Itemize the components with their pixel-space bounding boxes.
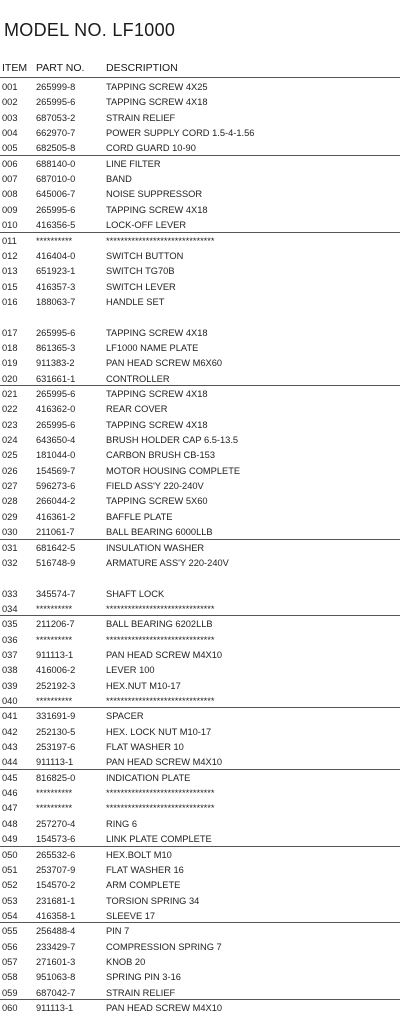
table-row: [0, 939, 400, 955]
part-description: ******************************: [106, 803, 215, 814]
part-number: 416404-0: [36, 250, 76, 261]
header-divider: [0, 77, 400, 78]
item-number: 024: [2, 435, 18, 446]
item-number: 027: [2, 481, 18, 492]
part-description: SLEEVE 17: [106, 910, 156, 921]
part-description: LEVER 100: [106, 665, 155, 676]
part-number: 265999-8: [36, 82, 76, 92]
item-number: 034: [2, 603, 18, 614]
item-number: 044: [2, 757, 18, 768]
table-row: [0, 325, 400, 341]
part-number: 188063-7: [36, 296, 76, 307]
part-number: 596273-6: [36, 481, 76, 492]
item-number: 009: [2, 204, 18, 215]
item-number: 013: [2, 266, 18, 277]
part-number: **********: [36, 634, 73, 645]
part-description: TAPPING SCREW 4X18: [106, 327, 208, 338]
item-number: 059: [2, 987, 18, 998]
item-number: 042: [2, 726, 18, 737]
part-description: BALL BEARING 6202LLB: [106, 619, 213, 630]
table-row: [0, 463, 400, 479]
item-number: 017: [2, 327, 18, 338]
table-row: [0, 847, 400, 863]
header-description: DESCRIPTION: [106, 62, 178, 74]
table-row: [0, 785, 400, 801]
part-description: ******************************: [106, 235, 215, 246]
part-number: 265995-6: [36, 419, 76, 430]
table-row: [0, 386, 400, 402]
part-description: SPACER: [106, 711, 144, 722]
item-number: 002: [2, 97, 18, 108]
part-description: FIELD ASS'Y 220-240V: [106, 481, 204, 492]
part-number: 911113-1: [36, 649, 74, 660]
header-part-no: PART NO.: [36, 62, 85, 74]
item-number: 052: [2, 880, 18, 891]
part-description: INSULATION WASHER: [106, 542, 205, 553]
table-row: [0, 800, 400, 816]
part-description: RING 6: [106, 818, 137, 829]
part-description: CARBON BRUSH CB-153: [106, 450, 216, 461]
part-number: 416362-0: [36, 404, 76, 415]
item-number: 033: [2, 588, 18, 599]
table-row: [0, 893, 400, 909]
part-number: 265995-6: [36, 327, 76, 338]
table-row: [0, 263, 400, 279]
table-row: [0, 770, 400, 786]
part-description: TAPPING SCREW 4X18: [106, 419, 208, 430]
item-number: 026: [2, 465, 18, 476]
part-number: 271601-3: [36, 956, 76, 967]
part-description: TAPPING SCREW 4X18: [106, 204, 208, 215]
part-description: BRUSH HOLDER CAP 6.5-13.5: [106, 435, 239, 446]
part-description: LINK PLATE COMPLETE: [106, 834, 212, 845]
part-description: BALL BEARING 6000LLB: [106, 527, 213, 538]
part-number: 253707-9: [36, 864, 76, 875]
part-number: 645006-7: [36, 189, 76, 200]
item-number: 050: [2, 849, 18, 860]
table-row: [0, 79, 400, 95]
item-number: 045: [2, 772, 18, 783]
part-number: 516748-9: [36, 557, 76, 568]
table-row: [0, 555, 400, 571]
table-row: [0, 432, 400, 448]
part-number: 681642-5: [36, 542, 76, 553]
part-description: SWITCH TG70B: [106, 266, 175, 277]
part-description: HEX.BOLT M10: [106, 849, 172, 860]
item-number: 047: [2, 803, 18, 814]
part-description: KNOB 20: [106, 956, 146, 967]
item-number: 018: [2, 342, 18, 353]
item-number: 030: [2, 527, 18, 538]
table-row: [0, 233, 400, 249]
table-row: [0, 110, 400, 126]
item-number: 005: [2, 143, 18, 154]
part-number: 345574-7: [36, 588, 76, 599]
part-number: 687010-0: [36, 174, 76, 185]
part-description: LF1000 NAME PLATE: [106, 342, 199, 353]
part-number: 253197-6: [36, 742, 76, 753]
item-number: 043: [2, 742, 18, 753]
table-row: [0, 447, 400, 463]
table-row: [0, 125, 400, 141]
part-number: **********: [36, 696, 73, 706]
part-description: LINE FILTER: [106, 158, 161, 169]
table-row: [0, 94, 400, 110]
part-description: CONTROLLER: [106, 373, 170, 384]
part-description: TAPPING SCREW 4X18: [106, 389, 208, 399]
part-description: INDICATION PLATE: [106, 772, 191, 783]
part-number: 416006-2: [36, 665, 76, 676]
part-description: HEX.NUT M10-17: [106, 680, 181, 691]
item-number: 055: [2, 926, 18, 937]
table-row: [0, 923, 400, 939]
part-description: PAN HEAD SCREW M6X60: [106, 358, 223, 369]
item-number: 025: [2, 450, 18, 461]
part-description: HANDLE SET: [106, 296, 165, 307]
table-row: [0, 171, 400, 187]
part-number: 861365-3: [36, 342, 76, 353]
item-number: 058: [2, 972, 18, 983]
item-number: 049: [2, 834, 18, 845]
item-number: 020: [2, 373, 18, 384]
part-number: 331691-9: [36, 711, 76, 722]
item-number: 001: [2, 82, 18, 92]
item-number: 031: [2, 542, 18, 553]
item-number: 006: [2, 158, 18, 169]
item-number: 019: [2, 358, 18, 369]
table-row: [0, 1000, 400, 1016]
item-number: 046: [2, 788, 18, 799]
part-description: ARMATURE ASS'Y 220-240V: [106, 557, 229, 568]
part-description: LOCK-OFF LEVER: [106, 220, 187, 231]
item-number: 038: [2, 665, 18, 676]
part-description: BAND: [106, 174, 132, 185]
header-item: ITEM: [2, 62, 28, 74]
item-number: 021: [2, 389, 18, 399]
part-number: 688140-0: [36, 158, 76, 169]
part-description: REAR COVER: [106, 404, 168, 415]
item-number: 012: [2, 250, 18, 261]
part-number: 416357-3: [36, 281, 76, 292]
item-number: 053: [2, 895, 18, 906]
table-row: [0, 248, 400, 264]
part-description: PAN HEAD SCREW M4X10: [106, 649, 223, 660]
part-number: 416356-5: [36, 220, 76, 231]
part-number: 265532-6: [36, 849, 76, 860]
table-row: [0, 632, 400, 648]
item-number: 004: [2, 128, 18, 139]
part-description: BAFFLE PLATE: [106, 511, 173, 522]
table-row: [0, 540, 400, 556]
table-row: [0, 417, 400, 433]
item-number: 011: [2, 235, 17, 246]
part-number: 265995-6: [36, 204, 76, 215]
item-number: 048: [2, 818, 18, 829]
table-row: [0, 340, 400, 356]
table-row: [0, 816, 400, 832]
item-number: 040: [2, 696, 18, 706]
item-number: 008: [2, 189, 18, 200]
part-description: TAPPING SCREW 5X60: [106, 496, 208, 507]
part-number: 233429-7: [36, 941, 76, 952]
item-number: 060: [2, 1003, 18, 1013]
part-description: COMPRESSION SPRING 7: [106, 941, 222, 952]
table-row: [0, 509, 400, 525]
table-row: [0, 877, 400, 893]
table-row: [0, 156, 400, 172]
page-title: MODEL NO. LF1000: [4, 20, 176, 40]
part-number: 631661-1: [36, 373, 76, 384]
item-number: 035: [2, 619, 18, 630]
part-number: 154570-2: [36, 880, 76, 891]
item-number: 057: [2, 956, 18, 967]
item-number: 041: [2, 711, 18, 722]
part-number: **********: [36, 788, 73, 799]
item-number: 028: [2, 496, 18, 507]
item-number: 054: [2, 910, 18, 921]
part-number: 651923-1: [36, 266, 76, 277]
part-number: 252192-3: [36, 680, 76, 691]
part-number: 257270-4: [36, 818, 76, 829]
table-row: [0, 724, 400, 740]
item-number: 039: [2, 680, 18, 691]
table-row: [0, 401, 400, 417]
item-number: 010: [2, 220, 18, 231]
part-number: **********: [36, 603, 73, 614]
part-number: 266044-2: [36, 496, 76, 507]
part-number: 256488-4: [36, 926, 76, 937]
table-row: [0, 862, 400, 878]
item-number: 029: [2, 511, 18, 522]
item-number: 022: [2, 404, 18, 415]
part-number: 911383-2: [36, 358, 75, 369]
part-description: STRAIN RELIEF: [106, 987, 176, 998]
table-row: [0, 662, 400, 678]
part-number: 687053-2: [36, 112, 76, 123]
part-description: PAN HEAD SCREW M4X10: [106, 1003, 223, 1013]
part-description: SPRING PIN 3-16: [106, 972, 181, 983]
part-number: 154573-6: [36, 834, 76, 845]
table-row: [0, 478, 400, 494]
item-number: 007: [2, 174, 18, 185]
part-number: 252130-5: [36, 726, 76, 737]
item-number: 032: [2, 557, 18, 568]
part-description: TAPPING SCREW 4X18: [106, 97, 208, 108]
part-number: 682505-8: [36, 143, 76, 154]
part-number: 211206-7: [36, 619, 75, 630]
part-description: ******************************: [106, 603, 215, 614]
item-number: 015: [2, 281, 18, 292]
part-description: NOISE SUPPRESSOR: [106, 189, 203, 200]
part-description: HEX. LOCK NUT M10-17: [106, 726, 212, 737]
part-number: 265995-6: [36, 389, 76, 399]
part-description: ******************************: [106, 788, 215, 799]
table-row: [0, 969, 400, 985]
part-number: 911113-1: [36, 757, 74, 768]
part-description: SHAFT LOCK: [106, 588, 165, 599]
part-description: FLAT WASHER 16: [106, 864, 184, 875]
part-description: ******************************: [106, 696, 215, 706]
item-number: 003: [2, 112, 18, 123]
item-number: 051: [2, 864, 18, 875]
table-row: [0, 493, 400, 509]
table-header: [0, 62, 400, 78]
table-row: [0, 647, 400, 663]
part-number: 687042-7: [36, 987, 76, 998]
part-description: TORSION SPRING 34: [106, 895, 200, 906]
table-row: [0, 186, 400, 202]
part-description: TAPPING SCREW 4X25: [106, 82, 208, 92]
table-row: [0, 355, 400, 371]
item-number: 037: [2, 649, 18, 660]
table-row: [0, 678, 400, 694]
part-description: FLAT WASHER 10: [106, 742, 184, 753]
part-number: 154569-7: [36, 465, 76, 476]
part-number: 911113-1: [36, 1003, 74, 1013]
table-row: [0, 954, 400, 970]
item-number: 016: [2, 296, 18, 307]
table-row: [0, 586, 400, 602]
part-description: POWER SUPPLY CORD 1.5-4-1.56: [106, 128, 255, 139]
part-number: 181044-0: [36, 450, 76, 461]
part-description: ******************************: [106, 634, 215, 645]
table-row: [0, 294, 400, 310]
part-number: **********: [36, 803, 73, 814]
part-description: SWITCH LEVER: [106, 281, 176, 292]
part-number: 265995-6: [36, 97, 76, 108]
part-description: CORD GUARD 10-90: [106, 143, 196, 154]
table-row: [0, 616, 400, 632]
item-number: 036: [2, 634, 18, 645]
part-description: PAN HEAD SCREW M4X10: [106, 757, 223, 768]
table-row: [0, 279, 400, 295]
part-description: PIN 7: [106, 926, 130, 937]
part-number: 231681-1: [36, 895, 76, 906]
part-description: ARM COMPLETE: [106, 880, 181, 891]
part-number: 816825-0: [36, 772, 76, 783]
table-row: [0, 708, 400, 724]
part-number: 643650-4: [36, 435, 76, 446]
part-number: 662970-7: [36, 128, 76, 139]
part-number: 416361-2: [36, 511, 76, 522]
item-number: 056: [2, 941, 18, 952]
part-number: **********: [36, 235, 73, 246]
table-row: [0, 202, 400, 218]
part-description: STRAIN RELIEF: [106, 112, 176, 123]
table-row: [0, 739, 400, 755]
part-description: SWITCH BUTTON: [106, 250, 184, 261]
part-description: MOTOR HOUSING COMPLETE: [106, 465, 241, 476]
part-number: 211061-7: [36, 527, 75, 538]
part-number: 951063-8: [36, 972, 76, 983]
part-number: 416358-1: [36, 910, 76, 921]
item-number: 023: [2, 419, 18, 430]
